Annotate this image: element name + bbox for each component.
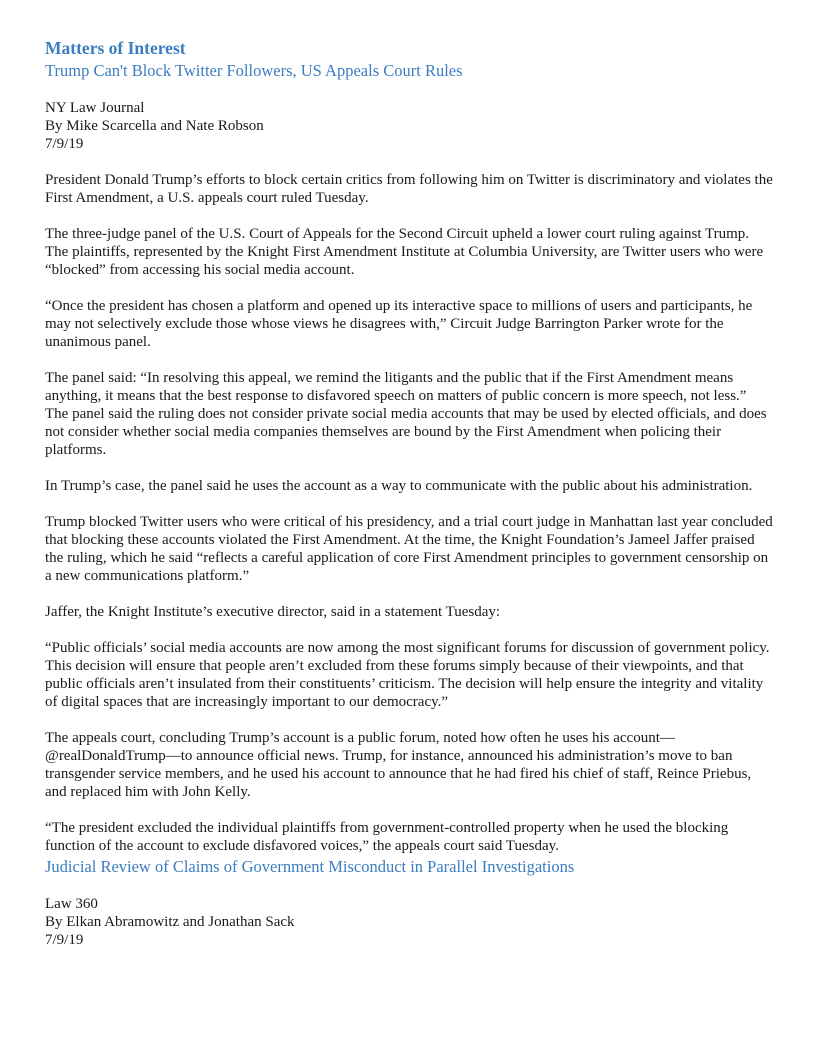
article-byline: By Mike Scarcella and Nate Robson [45, 118, 264, 134]
article-date: 7/9/19 [45, 932, 84, 948]
article-paragraph: Jaffer, the Knight Institute’s executive director, said in a statement Tuesday: [45, 604, 501, 620]
section-title: Matters of Interest [45, 38, 186, 58]
document-page [45, 38, 775, 949]
article-meta-2 [45, 895, 775, 949]
article-paragraph: The panel said: “In resolving this appeal, we remind the litigants and the public that if the First Amendment means anything, it means that the best response to disfavored speech on matters of public concern is more speech, not less.” [45, 370, 747, 404]
article-paragraph: “Once the president has chosen a platform and opened up its interactive space to millions of users and participants, he may not selectively exclude those whose views he disagrees with,” Circuit Judge Barrington Parker wrote for the unanimous panel. [45, 298, 753, 350]
article-headline-link-2[interactable]: Judicial Review of Claims of Government Misconduct in Parallel Investigations [45, 857, 575, 876]
article-paragraph: The three-judge panel of the U.S. Court of Appeals for the Second Circuit upheld a lower court ruling against Trump. The plaintiffs, represented by the Knight First Amendment Institute at Columbia University, are Twitter users who were “blocked” from accessing his social media account. [45, 226, 764, 278]
article-paragraph: “The president excluded the individual plaintiffs from government-controlled property when he used the blocking function of the account to exclude disfavored voices,” the appeals court said Tuesday. [45, 820, 729, 854]
article-paragraph: The panel said the ruling does not consider private social media accounts that may be used by elected officials, and does not consider whether social media companies themselves are bound by the First Amendment when policing their platforms. [45, 406, 767, 458]
article-source: Law 360 [45, 896, 98, 912]
article-paragraph: President Donald Trump’s efforts to block certain critics from following him on Twitter is discriminatory and violates the First Amendment, a U.S. appeals court ruled Tuesday. [45, 172, 773, 206]
article-paragraph: In Trump’s case, the panel said he uses the account as a way to communicate with the public about his administration. [45, 478, 753, 494]
article-date: 7/9/19 [45, 136, 84, 152]
article-source: NY Law Journal [45, 100, 145, 116]
article-paragraph: “Public officials’ social media accounts are now among the most significant forums for discussion of government policy. This decision will ensure that people aren’t excluded from these forums simply because of their viewpoints, and that public officials aren’t insulated from their constituents’ criticism. The decision will help ensure the integrity and vitality of digital spaces that are increasingly important to our democracy.” [45, 640, 770, 710]
article-meta-1 [45, 99, 775, 153]
article-headline-link-1[interactable]: Trump Can't Block Twitter Followers, US Appeals Court Rules [45, 61, 463, 80]
article-paragraph: The appeals court, concluding Trump’s account is a public forum, noted how often he uses his account—@realDonaldTrump—to announce official news. Trump, for instance, announced his administration’s move to ban transgender service members, and he used his account to announce that he had fired his chief of staff, Reince Priebus, and replaced him with John Kelly. [45, 730, 752, 800]
article-paragraph: Trump blocked Twitter users who were critical of his presidency, and a trial court judge in Manhattan last year concluded that blocking these accounts violated the First Amendment. At the time, the Knight Foundation’s Jameel Jaffer praised the ruling, which he said “reflects a careful application of core First Amendment principles to government censorship on a new communications platform.” [45, 514, 773, 584]
article-byline: By Elkan Abramowitz and Jonathan Sack [45, 914, 295, 930]
